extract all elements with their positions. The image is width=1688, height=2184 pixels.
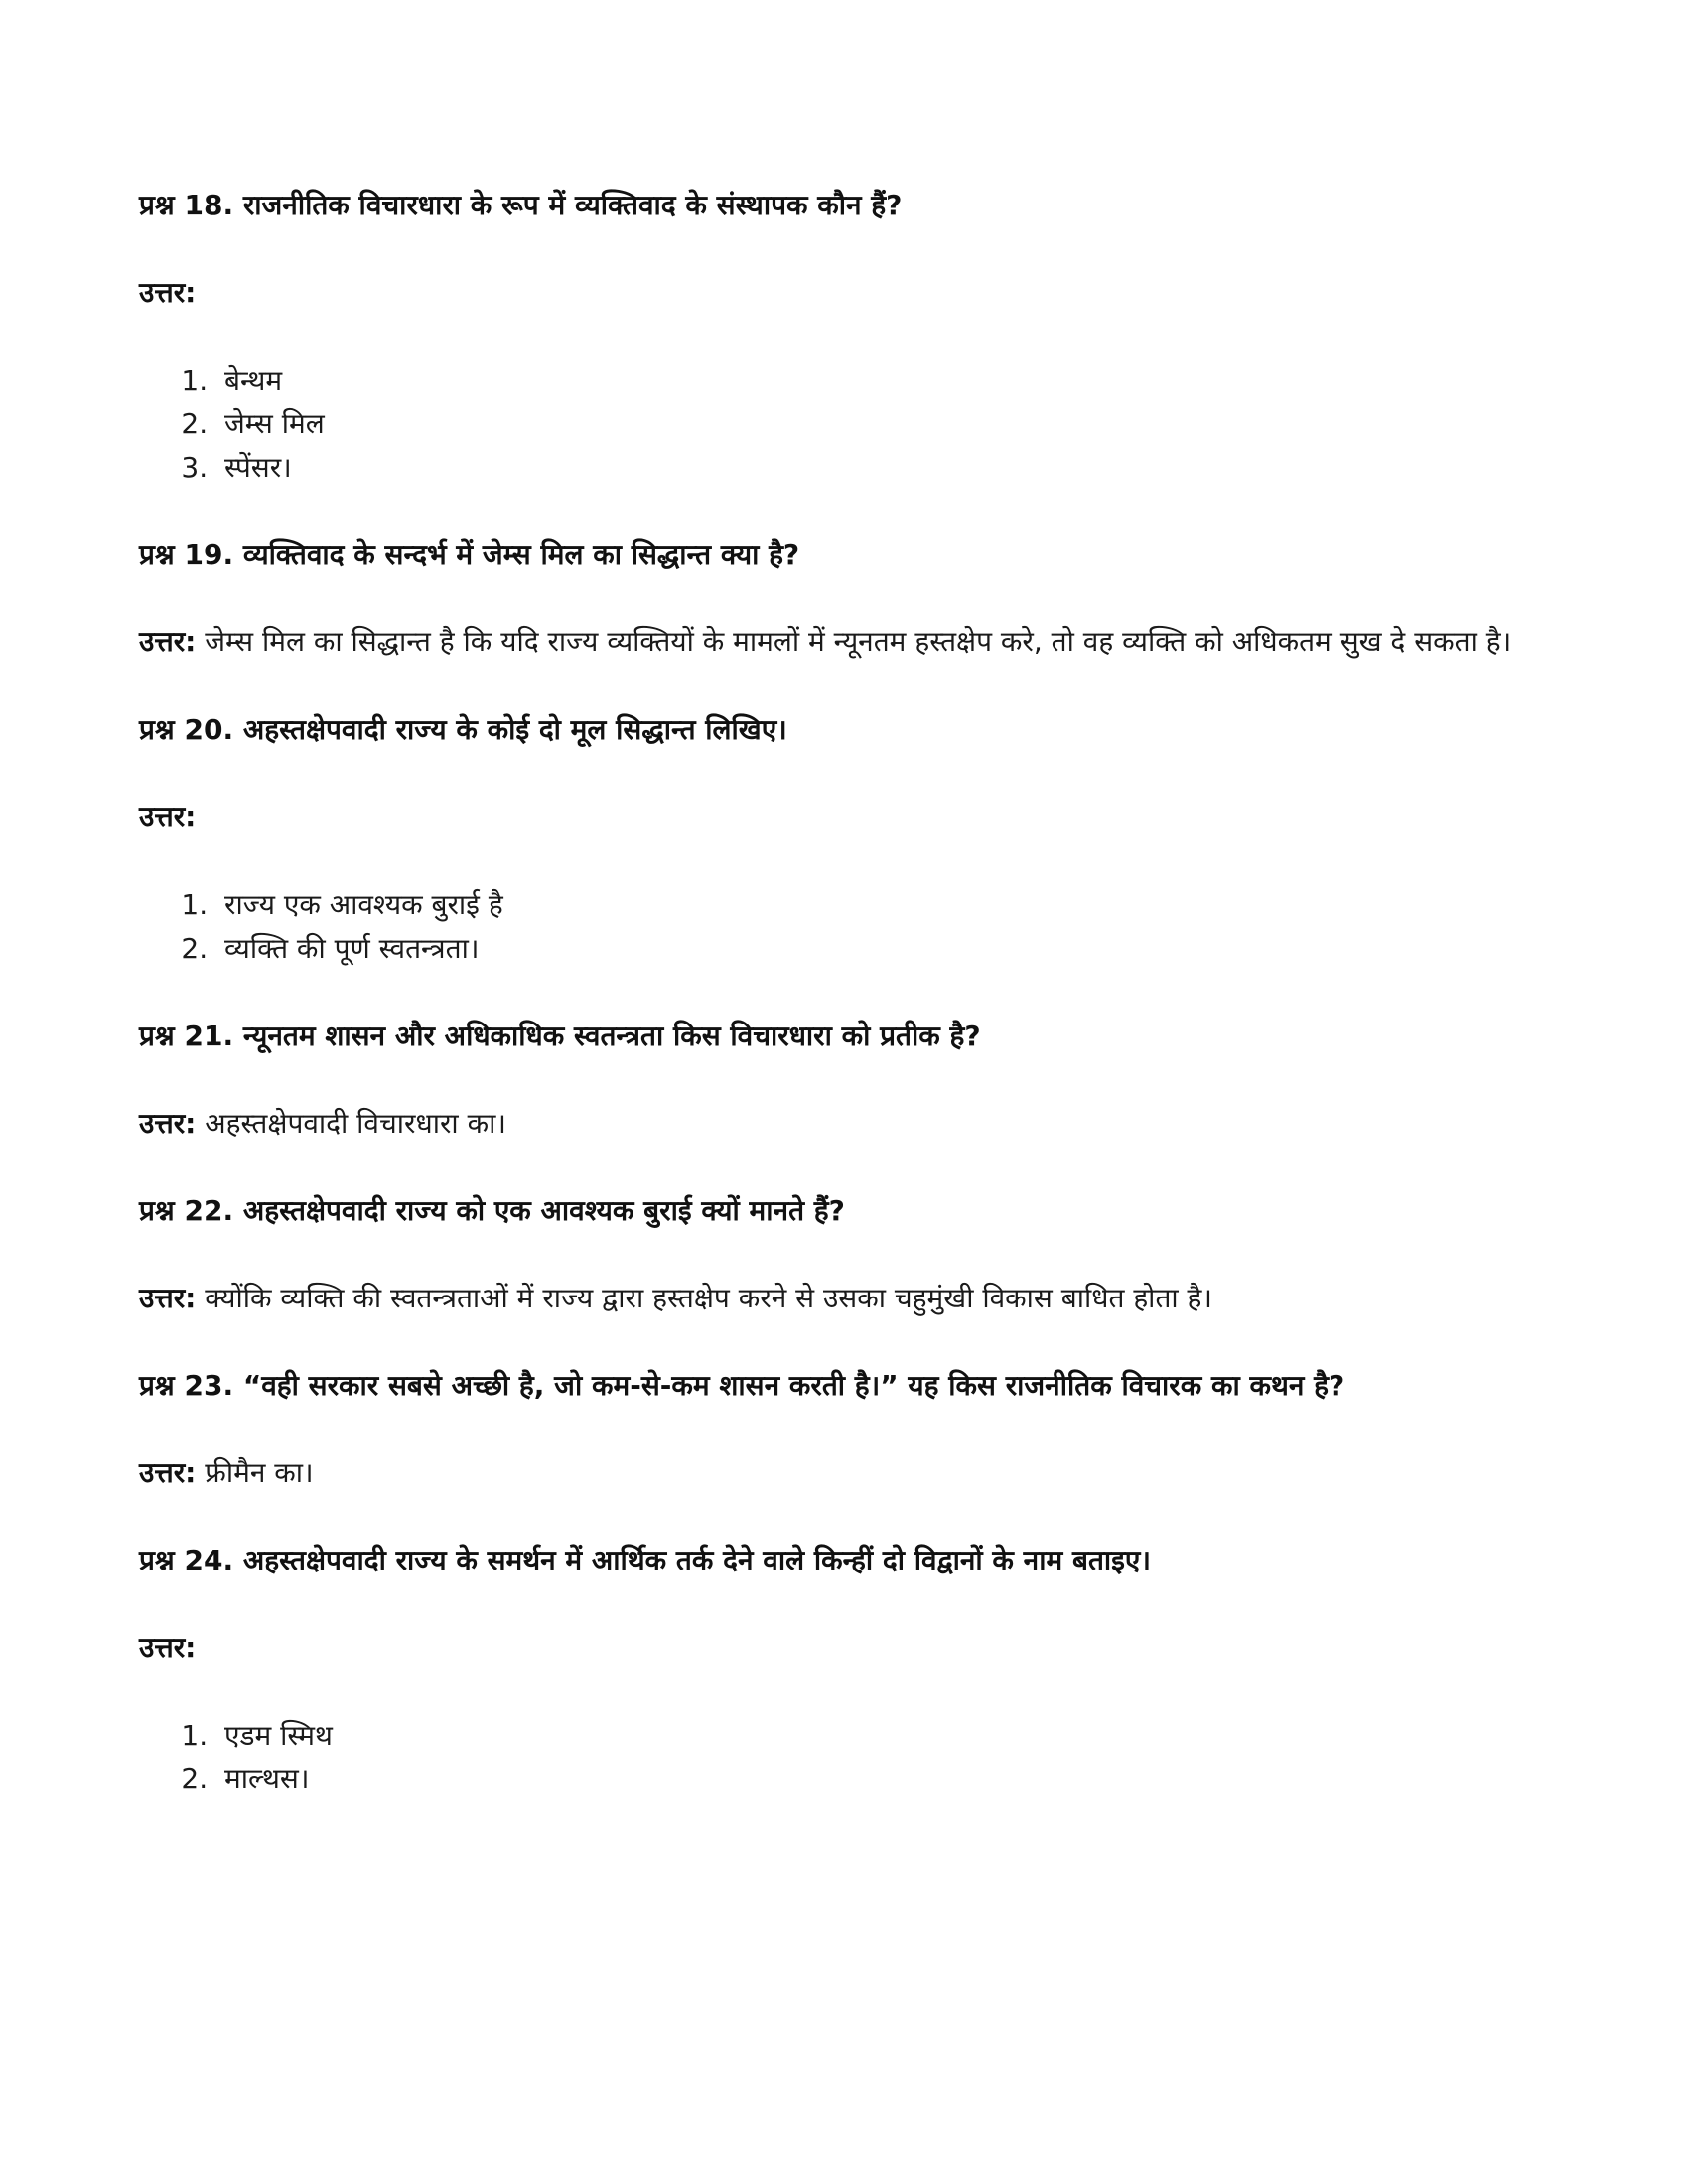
answer-text-19: जेम्स मिल का सिद्धान्त है कि यदि राज्य व्यक्तियों के मामलों में न्यूनतम हस्तक्षेप करे, तो वह व्यक्ति को अधिकतम सुख दे सकता है।: [205, 625, 1512, 659]
list-item: 1. बेन्थम: [216, 359, 1559, 402]
question-heading-21: प्रश्न 21. न्यूनतम शासन और अधिकाधिक स्वतन्त्रता किस विचारधारा को प्रतीक है?: [139, 1019, 981, 1052]
answer-23: [139, 1452, 1559, 1494]
answer-18: [139, 272, 1559, 314]
question-heading-20: प्रश्न 20. अहस्तक्षेपवादी राज्य के कोई दो मूल सिद्धान्त लिखिए।: [139, 713, 787, 747]
qa-block-20: [139, 709, 1559, 970]
answer-list-24: [139, 1714, 1559, 1801]
qa-block-24: [139, 1540, 1559, 1801]
answer-20: [139, 796, 1559, 838]
list-item: 2. व्यक्ति की पूर्ण स्वतन्त्रता।: [216, 927, 1559, 970]
qa-block-18: [139, 185, 1559, 488]
answer-21: [139, 1103, 1559, 1145]
answer-19: [139, 621, 1559, 663]
answer-label-18: उत्तर:: [139, 276, 197, 309]
answer-22: [139, 1278, 1559, 1319]
list-item: 1. एडम स्मिथ: [216, 1714, 1559, 1757]
answer-text-23: फ्रीमैन का।: [205, 1455, 314, 1489]
qa-block-22: [139, 1190, 1559, 1319]
qa-block-21: [139, 1016, 1559, 1145]
answer-label-21: उत्तर:: [139, 1106, 197, 1140]
question-heading-23: प्रश्न 23. “वही सरकार सबसे अच्छी है, जो कम-से-कम शासन करती है।” यह किस राजनीतिक विचारक का कथन है?: [139, 1368, 1345, 1402]
question-heading-18: प्रश्न 18. राजनीतिक विचारधारा के रूप में व्यक्तिवाद के संस्थापक कौन हैं?: [139, 189, 903, 221]
question-heading-24: प्रश्न 24. अहस्तक्षेपवादी राज्य के समर्थन में आर्थिक तर्क देने वाले किन्हीं दो विद्वानों के नाम बताइए।: [139, 1543, 1152, 1576]
qa-block-23: [139, 1365, 1559, 1494]
answer-label-22: उत्तर:: [139, 1281, 197, 1314]
answer-label-23: उत्तर:: [139, 1455, 197, 1489]
answer-label-20: उत्तर:: [139, 800, 197, 834]
qa-block-19: [139, 534, 1559, 663]
answer-24: [139, 1627, 1559, 1669]
answer-text-21: अहस्तक्षेपवादी विचारधारा का।: [205, 1106, 506, 1140]
list-item: 2. माल्थस।: [216, 1757, 1559, 1800]
answer-label-19: उत्तर:: [139, 625, 197, 659]
list-item: 3. स्पेंसर।: [216, 446, 1559, 488]
answer-list-18: [139, 359, 1559, 488]
list-item: 1. राज्य एक आवश्यक बुराई है: [216, 884, 1559, 926]
question-heading-22: प्रश्न 22. अहस्तक्षेपवादी राज्य को एक आवश्यक बुराई क्यों मानते हैं?: [139, 1193, 845, 1227]
answer-label-24: उत्तर:: [139, 1630, 197, 1664]
answer-text-22: क्योंकि व्यक्ति की स्वतन्त्रताओं में राज्य द्वारा हस्तक्षेप करने से उसका चहुमुंखी विकास बाधित होता है।: [205, 1281, 1213, 1314]
question-heading-19: प्रश्न 19. व्यक्तिवाद के सन्दर्भ में जेम्स मिल का सिद्धान्त क्या है?: [139, 538, 800, 572]
list-item: 2. जेम्स मिल: [216, 402, 1559, 445]
answer-list-20: [139, 884, 1559, 970]
